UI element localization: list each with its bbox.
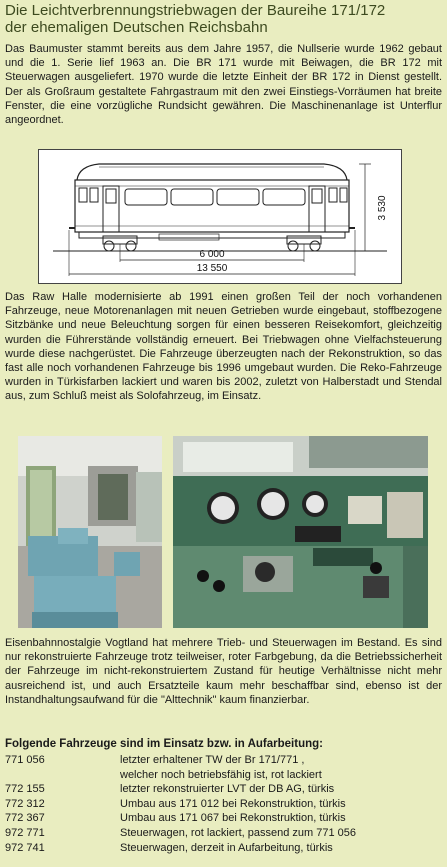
railcar-drawing-svg: [39, 150, 401, 283]
bottom-paragraph: Eisenbahnnostalgie Vogtland hat mehrere Trieb- und Steuerwagen im Bestand. Es sind nur rekonstruierte Fahrzeuge trotz teilweiser, roter Farbgebung, da die Betriebssicherheit der Fahrzeuge im nicht-rekonstruiertem Zustand für heutige Verhältnisse nicht mehr ausreichend ist, und auch Ersatzteile kaum mehr beschaffbar sind, ebenso ist der Instandhaltungsaufwand für die "Alttechnik" kaum finanzierbar.: [5, 637, 442, 706]
vehicle-description: Umbau aus 171 067 bei Rekonstruktion, türkis: [120, 812, 346, 825]
vehicle-row: [5, 797, 445, 812]
title-line-1: Die Leichtverbrennungstriebwagen der Baureihe 171/172: [5, 2, 386, 19]
vehicle-row: [5, 826, 445, 841]
vehicle-number: 772 155: [5, 783, 45, 796]
drivers-cab-photo: [173, 436, 428, 628]
interior-photo: [18, 436, 162, 628]
height-dimension-label: 3 530: [377, 195, 388, 221]
vehicle-description: Steuerwagen, rot lackiert, passend zum 771 056: [120, 826, 357, 839]
vehicle-description: Umbau aus 171 012 bei Rekonstruktion, türkis: [120, 797, 346, 810]
vehicle-list-heading: Folgende Fahrzeuge sind im Einsatz bzw. in Aufarbeitung:: [5, 738, 323, 750]
vehicle-list: [5, 753, 445, 855]
vehicle-number: 772 367: [5, 812, 45, 825]
vehicle-number: [5, 768, 120, 783]
vehicle-number: 972 771: [5, 826, 45, 839]
page-title: [5, 2, 443, 36]
bogie-distance-label: 6 000: [199, 249, 225, 260]
vehicle-row: [5, 811, 445, 826]
vehicle-description: Steuerwagen, derzeit in Aufarbeitung, türkis: [120, 841, 333, 854]
middle-paragraph: Das Raw Halle modernisierte ab 1991 einen großen Teil der noch vorhandenen Fahrzeuge, neue Motorenanlagen mit neuen Getrieben wurde eingebaut, stoffbezogene Sitzbänke und neue Beleuchtung sorgen für einen besseren Reisekomfort, gleichzeitig wurden die Führerstände vollständig erneuert. Bei Triebwagen ohne Vielfachsteuerung wurde diese nachgerüstet. Die Fahrzeuge überzeugten nach der Rekonstruktion, so das fast alle noch vorhandenen Fahrzeuge bis 1996 umgebaut wurden. Die Reko-Fahrzeuge wurden in Türkisfarben lackiert und waren bis 2002, zuletzt von Halberstadt und Stendal aus, zum Schluß meist als Solofahrzeug, im Einsatz.: [5, 291, 442, 403]
vehicle-row: [5, 768, 445, 783]
vehicle-description: welcher noch betriebsfähig ist, rot lackiert: [120, 768, 322, 781]
vehicle-row: [5, 753, 445, 768]
vehicle-row: [5, 782, 445, 797]
vehicle-number: 972 741: [5, 841, 45, 854]
vehicle-description: letzter rekonstruierter LVT der DB AG, türkis: [120, 783, 335, 796]
length-dimension-label: 13 550: [196, 263, 228, 274]
railcar-side-drawing: [38, 149, 402, 284]
title-line-2: der ehemaligen Deutschen Reichsbahn: [5, 19, 268, 36]
intro-paragraph: Das Baumuster stammt bereits aus dem Jahre 1957, die Nullserie wurde 1962 gebaut und die 1. Serie lief 1963 an. Die BR 171 wurde mit Beiwagen, die BR 172 mit Steuerwagen ausgeliefert. 1970 wurde die letzte Einheit der BR 172 in Dienst gestellt. Der als Großraum gestaltete Fahrgastraum mit den zwei Einstiegs-Vorräumen hat breite Fenster, die eine vorzügliche Rundsicht gewähren. Die Maschinenanlage ist Unterflur angeordnet.: [5, 43, 442, 127]
vehicle-number: 771 056: [5, 754, 45, 766]
vehicle-row: [5, 841, 445, 856]
vehicle-description: letzter erhaltener TW der Br 171/771 ,: [120, 754, 305, 766]
vehicle-number: 772 312: [5, 797, 45, 810]
